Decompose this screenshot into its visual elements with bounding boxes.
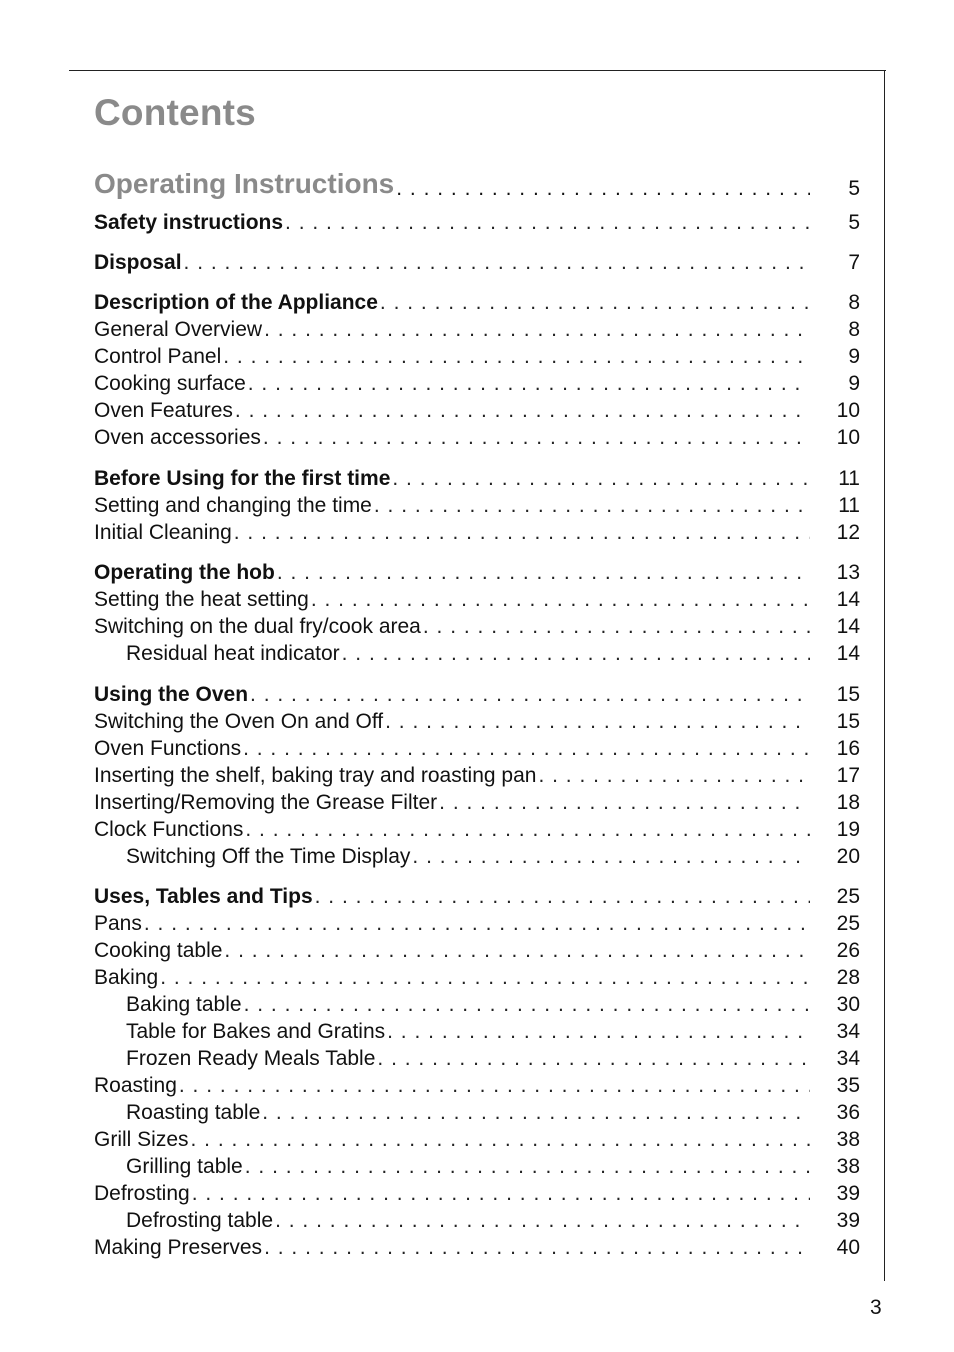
toc-entry-label: Initial Cleaning	[94, 521, 232, 544]
toc-leader-dots	[277, 559, 810, 586]
toc-entry-label: Grill Sizes	[94, 1128, 189, 1151]
toc-entry-page: 34	[836, 1020, 860, 1043]
toc-leader-dots	[380, 289, 810, 316]
toc-entry-label: Disposal	[94, 251, 182, 274]
toc-entry	[94, 249, 860, 276]
toc-entry	[94, 789, 860, 816]
toc-leader-dots	[248, 370, 810, 397]
toc-entry	[94, 816, 860, 843]
toc-entry	[94, 1072, 860, 1099]
page-number: 3	[870, 1296, 882, 1319]
toc-leader-dots	[285, 209, 810, 236]
toc-entry	[126, 1045, 860, 1072]
toc-entry-label: Clock Functions	[94, 818, 244, 841]
toc-entry-label: Grilling table	[126, 1155, 243, 1178]
toc-leader-dots	[311, 586, 810, 613]
toc-leader-dots	[439, 789, 810, 816]
toc-entry-page: 28	[836, 966, 860, 989]
toc-entry-page: 25	[836, 912, 860, 935]
toc-leader-dots	[262, 1099, 810, 1126]
toc-leader-dots	[423, 613, 810, 640]
toc-entry-page: 8	[848, 318, 860, 341]
toc-entry	[94, 762, 860, 789]
toc-entry-label: Cooking table	[94, 939, 223, 962]
toc-entry-page: 39	[836, 1182, 860, 1205]
toc-entry	[126, 1099, 860, 1126]
toc-leader-dots	[374, 492, 810, 519]
toc-entry-page: 14	[836, 615, 860, 638]
toc-entry-label: Using the Oven	[94, 683, 249, 706]
toc-entry-page: 25	[836, 885, 860, 908]
toc-entry-page: 5	[848, 211, 860, 234]
toc-leader-dots	[244, 991, 810, 1018]
toc-entry-page: 13	[836, 561, 860, 584]
toc-entry	[126, 1018, 860, 1045]
toc-entry	[94, 316, 860, 343]
toc-entry-label: Description of the Appliance	[94, 291, 378, 314]
toc-entry-label: Inserting the shelf, baking tray and roasting pan	[94, 764, 537, 787]
toc-leader-dots	[234, 519, 810, 546]
toc-entry-page: 15	[836, 683, 860, 706]
toc-leader-dots	[179, 1072, 810, 1099]
toc-entry-page: 30	[836, 993, 860, 1016]
toc-entry-page: 14	[836, 642, 860, 665]
toc-entry-label: Switching Off the Time Display	[126, 845, 411, 868]
toc-entry	[94, 1234, 860, 1261]
toc-entry-label: Before Using for the first time	[94, 467, 391, 490]
toc-entry-label: Oven Functions	[94, 737, 242, 760]
toc-entry	[94, 1126, 860, 1153]
toc-entry-page: 38	[836, 1155, 860, 1178]
toc-entry-label: Operating Instructions	[94, 168, 395, 199]
toc-entry-page: 11	[838, 467, 860, 490]
toc-entry-page: 26	[836, 939, 860, 962]
toc-entry-page: 9	[848, 372, 860, 395]
toc-leader-dots	[264, 316, 810, 343]
toc-entry	[94, 559, 860, 586]
toc-entry	[94, 166, 860, 202]
toc-entry	[126, 640, 860, 667]
toc-entry	[126, 991, 860, 1018]
toc-leader-dots	[385, 708, 810, 735]
toc-entry	[94, 735, 860, 762]
toc-entry	[94, 586, 860, 613]
toc-entry-label: Oven accessories	[94, 426, 261, 449]
toc-entry-label: Cooking surface	[94, 372, 246, 395]
toc-entry-page: 7	[848, 251, 860, 274]
toc-entry-label: Setting the heat setting	[94, 588, 309, 611]
toc-entry-label: Oven Features	[94, 399, 233, 422]
toc-entry-label: Baking table	[126, 993, 242, 1016]
toc-entry-label: Switching the Oven On and Off	[94, 710, 384, 733]
toc-entry-page: 36	[836, 1101, 860, 1124]
toc-entry-label: Frozen Ready Meals Table	[126, 1047, 376, 1070]
toc-entry-label: Setting and changing the time	[94, 494, 372, 517]
toc-entry	[94, 465, 860, 492]
toc-entry-page: 12	[836, 521, 860, 544]
toc-leader-dots	[243, 735, 810, 762]
toc-entry	[94, 343, 860, 370]
toc-entry-label: Defrosting	[94, 1182, 190, 1205]
toc-leader-dots	[191, 1126, 810, 1153]
toc-entry	[94, 289, 860, 316]
toc-entry	[126, 1153, 860, 1180]
toc-leader-dots	[264, 1234, 810, 1261]
toc-entry-label: General Overview	[94, 318, 263, 341]
toc-entry-page: 20	[836, 845, 860, 868]
toc-leader-dots	[387, 1018, 810, 1045]
toc-entry-label: Operating the hob	[94, 561, 275, 584]
toc-entry-label: Safety instructions	[94, 211, 284, 234]
toc-leader-dots	[245, 816, 810, 843]
toc-entry-label: Baking	[94, 966, 159, 989]
toc-leader-dots	[250, 681, 810, 708]
toc-entry	[94, 397, 860, 424]
toc-leader-dots	[412, 843, 810, 870]
toc-entry-page: 35	[836, 1074, 860, 1097]
toc-leader-dots	[224, 937, 810, 964]
toc-entry	[94, 883, 860, 910]
toc-entry	[94, 519, 860, 546]
toc-entry	[94, 708, 860, 735]
toc-entry	[94, 613, 860, 640]
toc-entry-page: 15	[836, 710, 860, 733]
toc-entry-label: Control Panel	[94, 345, 222, 368]
toc-entry-label: Residual heat indicator	[126, 642, 340, 665]
toc-leader-dots	[263, 424, 810, 451]
toc-entry-page: 39	[836, 1209, 860, 1232]
right-rule	[884, 70, 885, 1281]
toc-entry-page: 11	[838, 494, 860, 517]
toc-entry-label: Inserting/Removing the Grease Filter	[94, 791, 438, 814]
toc-entry-label: Table for Bakes and Gratins	[126, 1020, 386, 1043]
toc-leader-dots	[235, 397, 810, 424]
top-rule	[69, 70, 886, 71]
toc-entry-page: 14	[836, 588, 860, 611]
toc-entry	[94, 370, 860, 397]
toc-entry-page: 5	[848, 177, 860, 200]
toc-entry-page: 10	[836, 399, 860, 422]
toc-entry-page: 17	[836, 764, 860, 787]
toc-leader-dots	[538, 762, 810, 789]
toc-leader-dots	[377, 1045, 810, 1072]
toc-entry-label: Making Preserves	[94, 1236, 263, 1259]
toc-entry-page: 8	[848, 291, 860, 314]
toc-entry-page: 18	[836, 791, 860, 814]
toc-entry	[94, 209, 860, 236]
toc-entry	[94, 1180, 860, 1207]
toc-entry	[126, 843, 860, 870]
toc-leader-dots	[245, 1153, 810, 1180]
toc-entry-page: 9	[848, 345, 860, 368]
toc-entry-page: 40	[836, 1236, 860, 1259]
toc-leader-dots	[160, 964, 810, 991]
toc-entry-page: 16	[836, 737, 860, 760]
toc-entry	[94, 910, 860, 937]
toc-leader-dots	[223, 343, 810, 370]
toc-entry-label: Defrosting table	[126, 1209, 274, 1232]
toc-leader-dots	[184, 249, 810, 276]
toc-entry	[126, 1207, 860, 1234]
toc-leader-dots	[392, 465, 810, 492]
toc-entry-label: Roasting	[94, 1074, 177, 1097]
toc-entry	[94, 424, 860, 451]
toc-entry	[94, 681, 860, 708]
toc-leader-dots	[396, 175, 810, 202]
toc-entry-page: 38	[836, 1128, 860, 1151]
toc-entry-page: 19	[836, 818, 860, 841]
toc-entry-label: Roasting table	[126, 1101, 261, 1124]
toc-leader-dots	[144, 910, 810, 937]
toc-entry	[94, 937, 860, 964]
toc-entry-label: Uses, Tables and Tips	[94, 885, 313, 908]
toc-leader-dots	[192, 1180, 810, 1207]
toc-entry	[94, 492, 860, 519]
toc-entry-page: 34	[836, 1047, 860, 1070]
toc-leader-dots	[342, 640, 810, 667]
toc-entry-label: Switching on the dual fry/cook area	[94, 615, 421, 638]
toc-leader-dots	[315, 883, 810, 910]
page-title: Contents	[94, 92, 256, 133]
toc-leader-dots	[275, 1207, 810, 1234]
toc-entry-label: Pans	[94, 912, 142, 935]
toc-entry-page: 10	[836, 426, 860, 449]
toc-entry	[94, 964, 860, 991]
